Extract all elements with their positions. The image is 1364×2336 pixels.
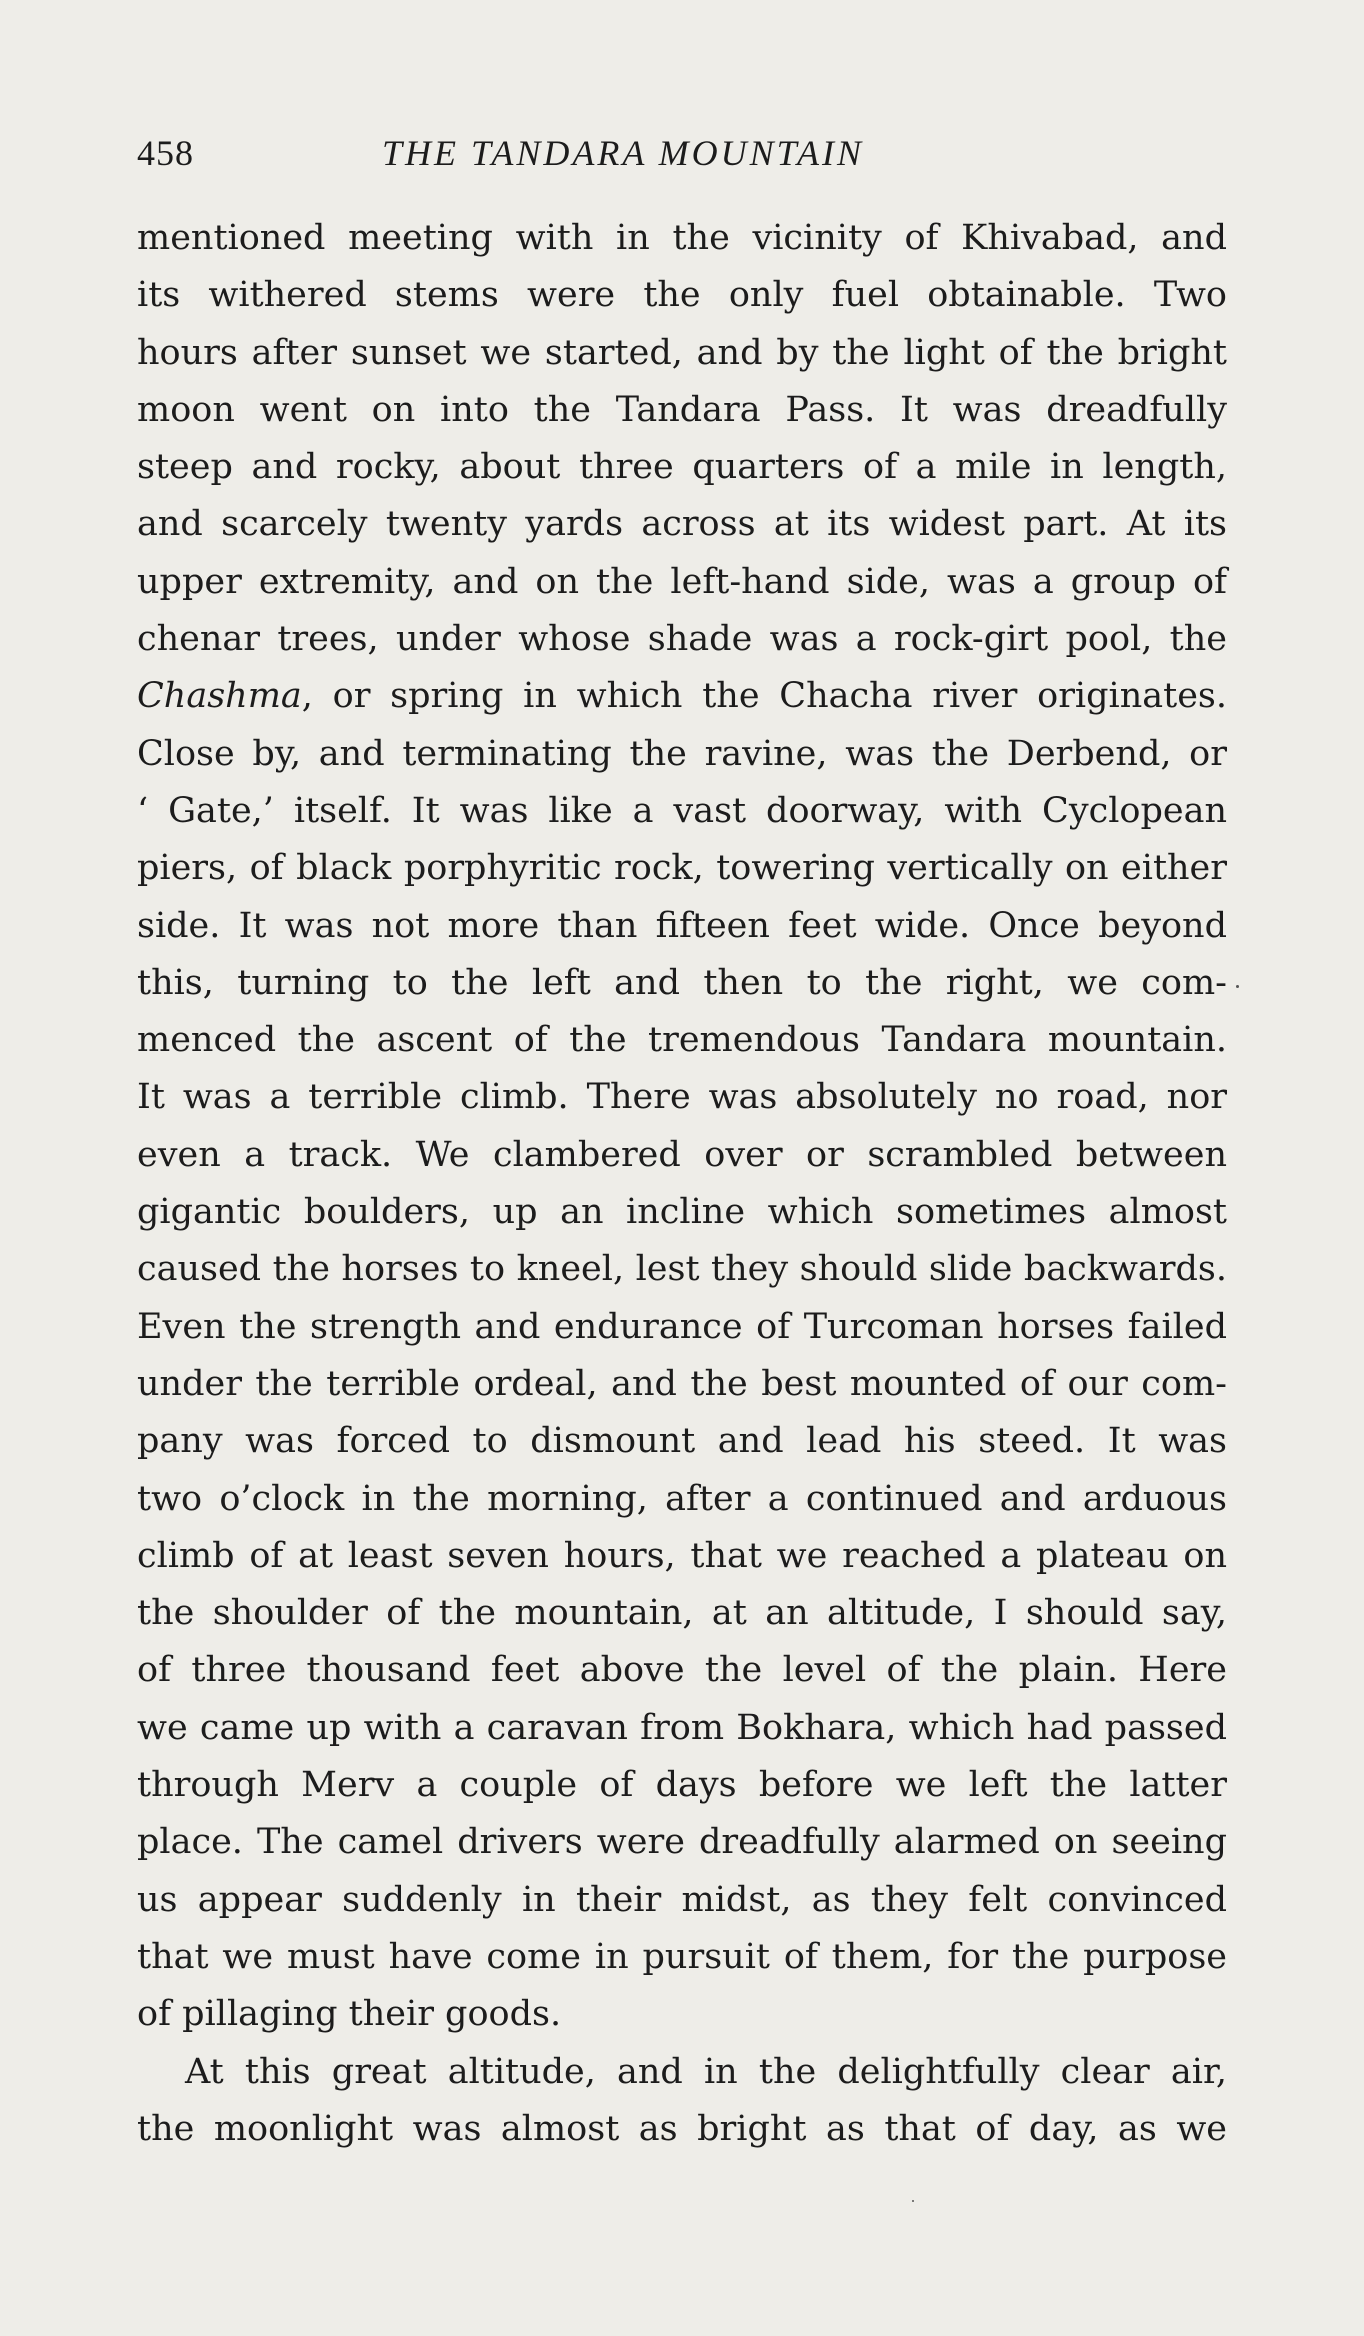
text-line: we came up with a caravan from Bokhara, which had passed bbox=[137, 1707, 1227, 1748]
text-line: place. The camel drivers were dreadfully alarmed on seeing bbox=[137, 1822, 1227, 1863]
text-line: the shoulder of the mountain, at an altitude, I should say, bbox=[137, 1593, 1227, 1634]
text-line: Even the strength and endurance of Turcoman horses failed bbox=[137, 1306, 1227, 1347]
text-line: upper extremity, and on the left-hand side, was a group of bbox=[137, 561, 1227, 602]
body-text bbox=[137, 210, 1227, 2158]
page-number: 458 bbox=[137, 133, 194, 173]
text-line: steep and rocky, about three quarters of a mile in length, bbox=[137, 447, 1227, 488]
italic-term: Chashma bbox=[137, 676, 302, 717]
text-line: this, turning to the left and then to the right, we com- bbox=[137, 962, 1227, 1003]
paper-speck bbox=[1236, 985, 1239, 988]
running-title: THE TANDARA MOUNTAIN bbox=[382, 133, 865, 173]
text-line: mentioned meeting with in the vicinity of Khivabad, and bbox=[137, 218, 1227, 258]
text-line: pany was forced to dismount and lead his steed. It was bbox=[137, 1421, 1227, 1462]
text-line: even a track. We clambered over or scrambled between bbox=[137, 1134, 1227, 1175]
paragraph-2 bbox=[137, 2044, 1227, 2159]
text-line: gigantic boulders, up an incline which sometimes almost bbox=[137, 1192, 1227, 1233]
paragraph-1 bbox=[137, 210, 1227, 2044]
text-line: and scarcely twenty yards across at its widest part. At its bbox=[137, 504, 1227, 545]
text-line: through Merv a couple of days before we left the latter bbox=[137, 1765, 1227, 1806]
text-line: its withered stems were the only fuel obtainable. Two bbox=[137, 275, 1227, 316]
text-line: side. It was not more than fifteen feet wide. Once beyond bbox=[137, 905, 1227, 946]
text-line: moon went on into the Tandara Pass. It was dreadfully bbox=[137, 389, 1227, 430]
text-line: caused the horses to kneel, lest they should slide backwards. bbox=[137, 1249, 1227, 1290]
text-line-paragraph-end: of pillaging their goods. bbox=[137, 1994, 562, 2035]
text-line: under the terrible ordeal, and the best mounted of our com- bbox=[137, 1363, 1227, 1404]
text-line: that we must have come in pursuit of them, for the purpose bbox=[137, 1936, 1227, 1977]
text-line: climb of at least seven hours, that we reached a plateau on bbox=[137, 1535, 1227, 1576]
paper-speck bbox=[912, 2200, 914, 2202]
text-line: of three thousand feet above the level of the plain. Here bbox=[137, 1650, 1227, 1691]
text-line: ‘ Gate,’ itself. It was like a vast doorway, with Cyclopean bbox=[137, 790, 1227, 831]
text-line: two o’clock in the morning, after a continued and arduous bbox=[137, 1478, 1227, 1519]
text-line: hours after sunset we started, and by the light of the bright bbox=[137, 332, 1227, 373]
text-line: piers, of black porphyritic rock, towering vertically on either bbox=[137, 848, 1227, 889]
text-line-italic-start: Chashma, or spring in which the Chacha river originates. bbox=[137, 676, 1227, 717]
text-line: Close by, and terminating the ravine, was the Derbend, or bbox=[137, 733, 1227, 774]
running-head bbox=[137, 132, 1227, 182]
text-line: us appear suddenly in their midst, as they felt convinced bbox=[137, 1879, 1227, 1920]
text-line: menced the ascent of the tremendous Tandara mountain. bbox=[137, 1020, 1227, 1061]
text-line: chenar trees, under whose shade was a rock-girt pool, the bbox=[137, 619, 1227, 660]
text-line: It was a terrible climb. There was absolutely no road, nor bbox=[137, 1077, 1227, 1118]
text-line-indented: At this great altitude, and in the delightfully clear air, bbox=[185, 2051, 1227, 2092]
text-line: the moonlight was almost as bright as that of day, as we bbox=[137, 2108, 1227, 2149]
